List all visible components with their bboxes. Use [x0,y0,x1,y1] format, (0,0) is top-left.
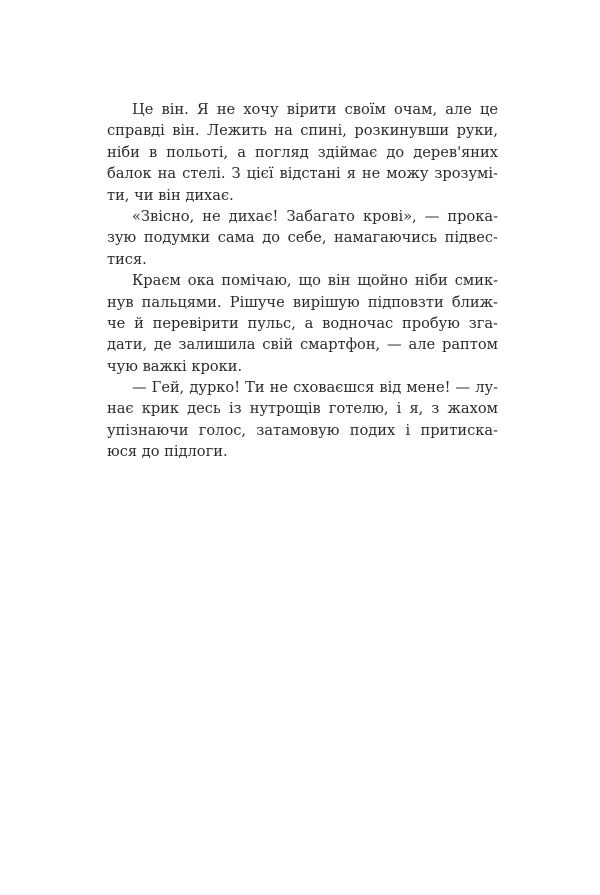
text-line: Краєм ока помічаю, що він щойно ніби смик- [132,272,498,290]
text-line: Це він. Я не хочу вірити своїм очам, але це [132,101,498,118]
paragraph-2 [107,206,498,270]
text-line: ти, чи він дихає. [107,186,234,204]
text-line: балок на стелі. З цієї відстані я не можу зрозумі- [107,165,498,183]
book-page-text [107,99,498,463]
text-line: чую важкі кроки. [107,357,243,375]
paragraph-3 [107,270,498,377]
text-line: «Звісно, не дихає! Забагато крові», — прока- [132,207,498,225]
text-line: нає крик десь із нутрощів готелю, і я, з жахом [107,400,498,418]
text-line: зую подумки сама до себе, намагаючись підвес- [107,229,498,247]
paragraph-4 [107,377,498,463]
text-line: ніби в польоті, а погляд здіймає до дерев'яних [107,143,498,161]
text-line: упізнаючи голос, затамовую подих і притиска- [107,421,498,439]
text-line: справді він. Лежить на спині, розкинувши руки, [107,122,498,140]
text-line: че й перевірити пульс, а водночас пробую зга- [107,314,498,332]
text-line: дати, де залишила свій смартфон, — але раптом [107,336,498,354]
text-line: юся до підлоги. [107,443,228,461]
paragraph-1 [107,99,498,206]
text-line: — Гей, дурко! Ти не сховаєшся від мене! — лу- [132,379,498,397]
text-line: нув пальцями. Рішуче вирішую підповзти ближ- [107,293,498,311]
text-line: тися. [107,250,147,268]
